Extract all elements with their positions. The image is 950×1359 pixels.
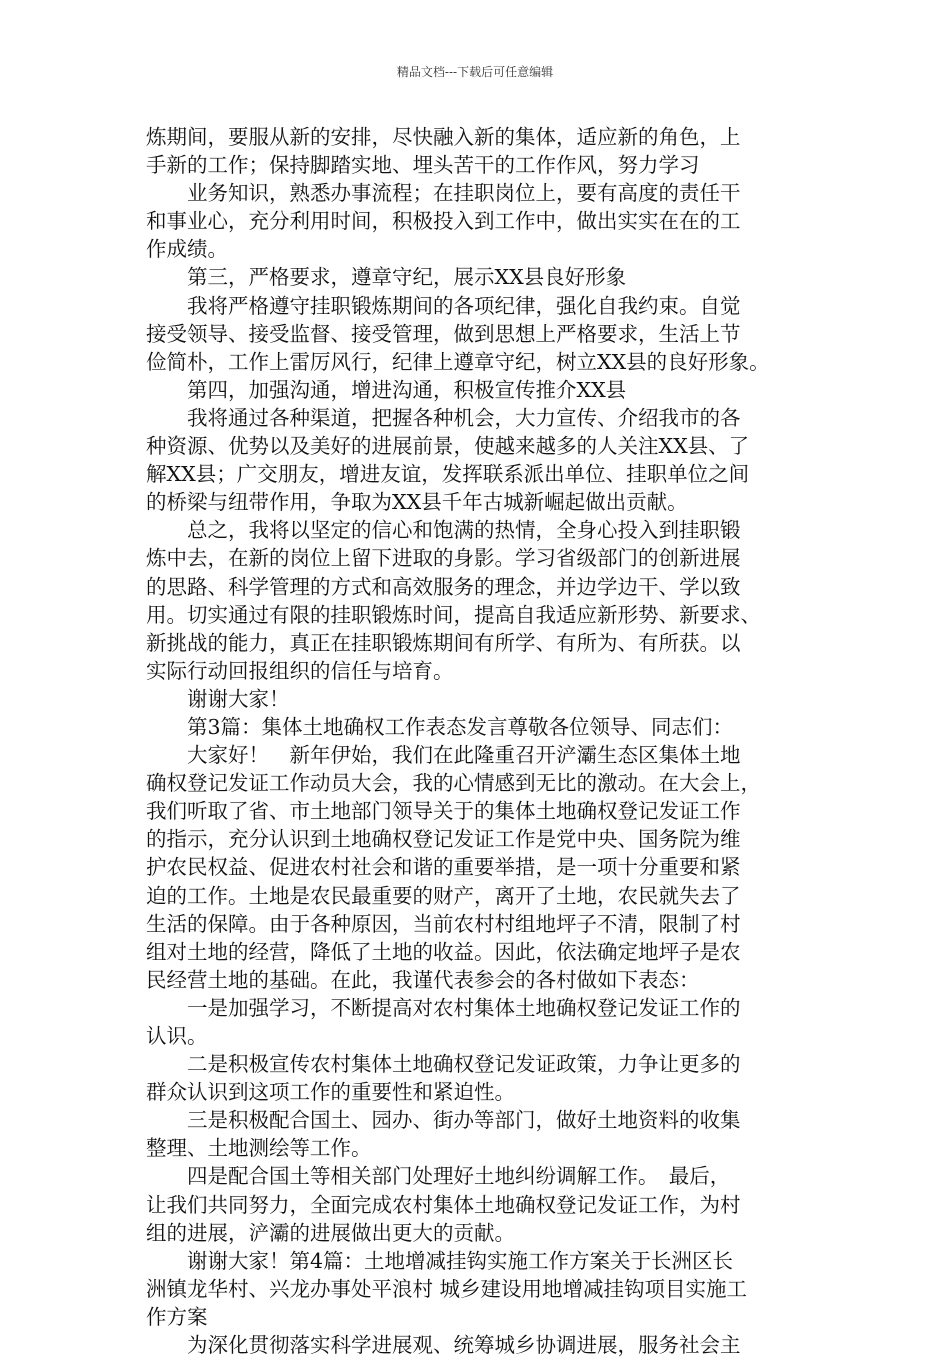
text-line: 作成绩。 — [146, 237, 228, 262]
text-line: 让我们共同努力，全面完成农村集体土地确权登记发证工作，为村 — [146, 1192, 741, 1217]
text-line: 我将通过各种渠道，把握各种机会，大力宣传、介绍我市的各 — [146, 405, 741, 430]
text-line: 俭简朴，工作上雷厉风行，纪律上遵章守纪，树立XX县的良好形象。 — [146, 349, 770, 374]
text-line: 用。切实通过有限的挂职锻炼时间，提高自我适应新形势、新要求、 — [146, 602, 761, 627]
text-line: 业务知识，熟悉办事流程；在挂职岗位上，要有高度的责任干 — [146, 181, 741, 206]
text-line: 炼中去，在新的岗位上留下进取的身影。学习省级部门的创新进展 — [146, 546, 741, 571]
text-line: 生活的保障。由于各种原因，当前农村村组地坪子不清，限制了村 — [146, 911, 741, 936]
text-line: 手新的工作；保持脚踏实地、埋头苦干的工作作风，努力学习 — [146, 153, 700, 178]
text-line: 组的进展，浐灞的进展做出更大的贡献。 — [146, 1220, 515, 1245]
text-line: 为深化贯彻落实科学进展观、统筹城乡协调进展，服务社会主 — [146, 1333, 741, 1358]
text-line: 一是加强学习，不断提高对农村集体土地确权登记发证工作的 — [146, 995, 741, 1020]
text-line: 认识。 — [146, 1024, 208, 1048]
text-line: 的桥梁与纽带作用，争取为XX县千年古城新崛起做出贡献。 — [146, 490, 688, 515]
text-line: 护农民权益、促进农村社会和谐的重要举措，是一项十分重要和紧 — [146, 855, 741, 880]
text-line: 谢谢大家！第4篇：土地增减挂钩实施工作方案关于长洲区长 — [146, 1248, 734, 1273]
text-line: 三是积极配合国土、园办、街办等部门，做好土地资料的收集 — [146, 1108, 741, 1133]
text-line: 总之，我将以坚定的信心和饱满的热情，全身心投入到挂职锻 — [146, 518, 741, 543]
text-line: 种资源、优势以及美好的进展前景，使越来越多的人关注XX县、了 — [146, 434, 750, 459]
text-line: 的指示，充分认识到土地确权登记发证工作是党中央、国务院为维 — [146, 827, 741, 852]
text-line: 实际行动回报组织的信任与培育。 — [146, 658, 454, 683]
text-line: 群众认识到这项工作的重要性和紧迫性。 — [146, 1080, 515, 1105]
text-line: 二是积极宣传农村集体土地确权登记发证政策，力争让更多的 — [146, 1052, 741, 1077]
text-line: 作方案 — [146, 1304, 208, 1329]
text-line: 的思路、科学管理的方式和高效服务的理念，并边学边干、学以致 — [146, 574, 741, 599]
text-line: 整理、土地测绘等工作。 — [146, 1136, 372, 1161]
page-header: 精品文档---下载后可任意编辑 — [396, 65, 554, 79]
text-line: 第三，严格要求，遵章守纪，展示XX县良好形象 — [146, 265, 627, 290]
text-line: 我将严格遵守挂职锻炼期间的各项纪律，强化自我约束。自觉 — [146, 293, 741, 318]
text-line: 炼期间，要服从新的安排，尽快融入新的集体，适应新的角色，上 — [146, 125, 741, 149]
text-line: 大家好！ 新年伊始，我们在此隆重召开浐灞生态区集体土地 — [146, 743, 741, 768]
text-line: 四是配合国土等相关部门处理好土地纠纷调解工作。 最后， — [146, 1164, 731, 1189]
document-body — [146, 123, 806, 1359]
text-line: 洲镇龙华村、兴龙办事处平浪村 城乡建设用地增减挂钩项目实施工 — [146, 1276, 748, 1301]
text-line: 第3篇：集体土地确权工作表态发言尊敬各位领导、同志们： — [146, 714, 734, 739]
text-line: 解XX县；广交朋友，增进友谊，发挥联系派出单位、挂职单位之间 — [146, 462, 750, 487]
text-line: 和事业心，充分利用时间，积极投入到工作中，做出实实在在的工 — [146, 209, 741, 234]
text-line: 确权登记发证工作动员大会，我的心情感到无比的激动。在大会上， — [146, 771, 761, 796]
text-line: 迫的工作。土地是农民最重要的财产，离开了土地，农民就失去了 — [146, 883, 741, 908]
text-line: 我们听取了省、市土地部门领导关于的集体土地确权登记发证工作 — [146, 799, 741, 824]
text-line: 谢谢大家！ — [146, 686, 290, 711]
text-line: 接受领导、接受监督、接受管理，做到思想上严格要求，生活上节 — [146, 321, 741, 346]
text-line: 组对土地的经营，降低了土地的收益。因此，依法确定地坪子是农 — [146, 939, 741, 964]
text-line: 第四，加强沟通，增进沟通，积极宣传推介XX县 — [146, 377, 627, 402]
text-line: 新挑战的能力，真正在挂职锻炼期间有所学、有所为、有所获。以 — [146, 630, 741, 655]
text-line: 民经营土地的基础。在此，我谨代表参会的各村做如下表态： — [146, 967, 700, 992]
